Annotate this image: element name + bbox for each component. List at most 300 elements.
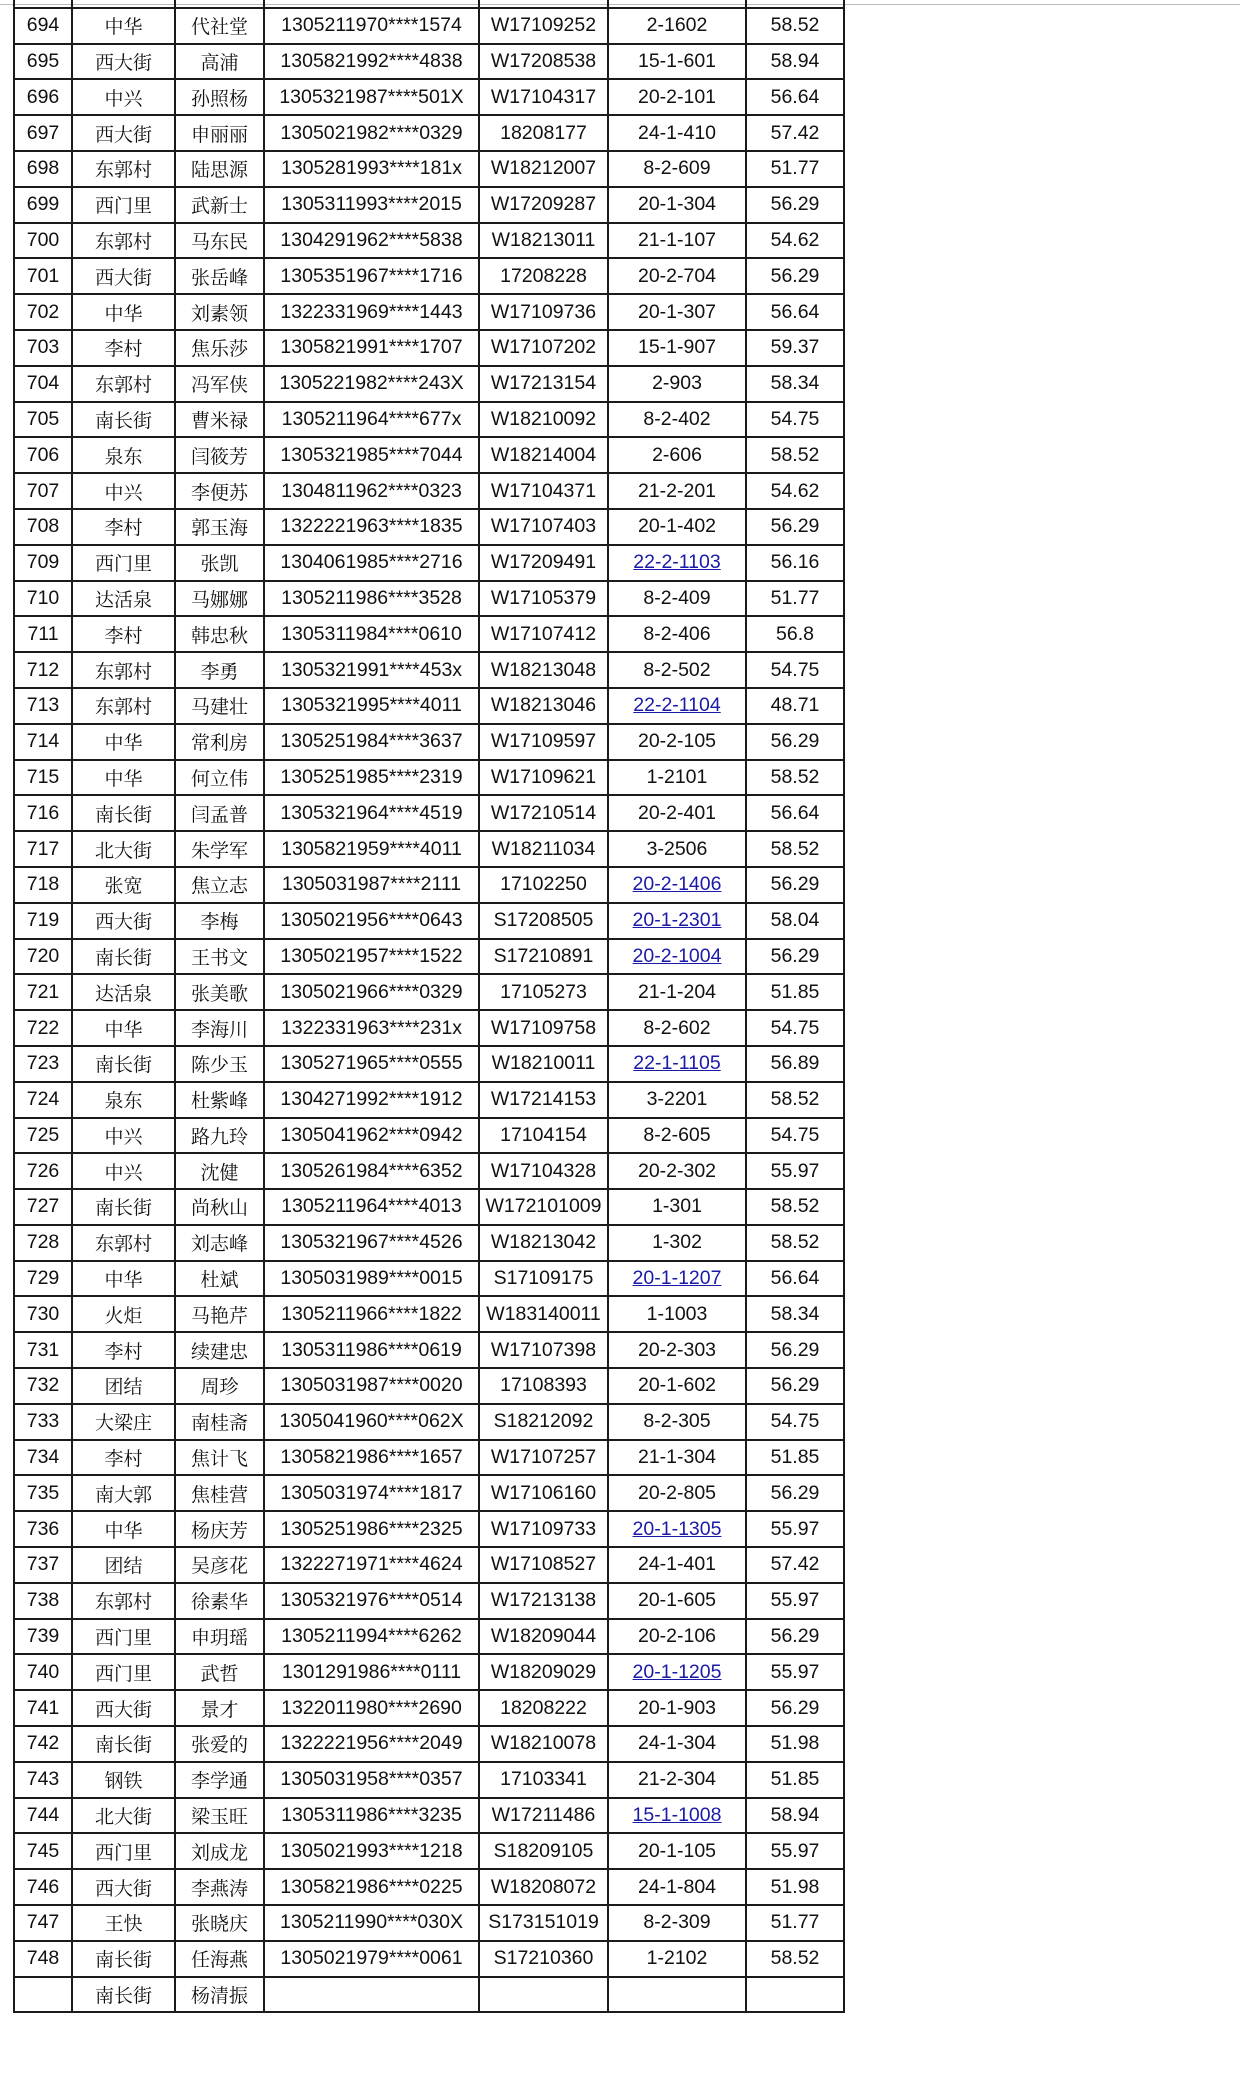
name-cell: 曹米禄	[175, 402, 264, 438]
row-number-cell: 716	[14, 795, 72, 831]
table-row	[14, 151, 844, 187]
row-number-cell: 733	[14, 1404, 72, 1440]
id-number-cell: 1305821991****1707	[264, 330, 479, 366]
room-cell: 3-2506	[608, 831, 746, 867]
room-link[interactable]: 22-2-1104	[633, 694, 721, 717]
name-cell: 韩忠秋	[175, 616, 264, 652]
community-cell: 达活泉	[72, 974, 175, 1010]
community-cell: 西大街	[72, 44, 175, 80]
id-number-cell: 1304061985****2716	[264, 545, 479, 581]
table-row	[14, 1762, 844, 1798]
community-cell: 南长街	[72, 1726, 175, 1762]
code-cell: 17103341	[479, 1762, 608, 1798]
code-cell: 17105273	[479, 974, 608, 1010]
code-cell: 17102250	[479, 867, 608, 903]
code-cell: W17211486	[479, 1798, 608, 1834]
room-cell: 20-2-106	[608, 1619, 746, 1655]
name-cell: 申丽丽	[175, 115, 264, 151]
name-cell: 常利房	[175, 724, 264, 760]
area-size-cell: 48.71	[746, 688, 844, 724]
code-cell: W17213138	[479, 1583, 608, 1619]
row-number-cell: 742	[14, 1726, 72, 1762]
area-size-cell: 56.29	[746, 1475, 844, 1511]
code-cell: 17104154	[479, 1118, 608, 1154]
id-number-cell: 1305211994****6262	[264, 1619, 479, 1655]
row-number-cell: 712	[14, 652, 72, 688]
row-number-cell: 699	[14, 187, 72, 223]
room-cell: 8-2-402	[608, 402, 746, 438]
room-cell	[608, 903, 746, 939]
id-number-cell: 1305321991****453x	[264, 652, 479, 688]
name-cell: 杜紫峰	[175, 1082, 264, 1118]
code-cell: W17109736	[479, 294, 608, 330]
room-cell: 24-1-304	[608, 1726, 746, 1762]
code-cell: W18210092	[479, 402, 608, 438]
name-cell: 杨清振	[175, 1977, 264, 2013]
area-size-cell	[746, 0, 844, 8]
table-row	[14, 760, 844, 796]
row-number-cell: 725	[14, 1118, 72, 1154]
community-cell: 北大街	[72, 1798, 175, 1834]
id-number-cell: 1305031958****0357	[264, 1762, 479, 1798]
id-number-cell: 1305041962****0942	[264, 1118, 479, 1154]
area-size-cell: 54.75	[746, 1404, 844, 1440]
table-row	[14, 1010, 844, 1046]
area-size-cell: 55.97	[746, 1654, 844, 1690]
id-number-cell: 1305211966****1822	[264, 1296, 479, 1332]
name-cell: 陆思源	[175, 151, 264, 187]
table-row	[14, 616, 844, 652]
room-cell	[608, 1977, 746, 2013]
table-row	[14, 223, 844, 259]
room-cell: 20-2-704	[608, 258, 746, 294]
id-number-cell: 1305221982****243X	[264, 366, 479, 402]
room-link[interactable]: 20-2-1406	[632, 873, 722, 896]
code-cell: W17208538	[479, 44, 608, 80]
room-link[interactable]: 20-1-1207	[632, 1267, 722, 1290]
area-size-cell: 51.85	[746, 974, 844, 1010]
id-number-cell: 1305021957****1522	[264, 939, 479, 975]
row-number-cell: 726	[14, 1153, 72, 1189]
area-size-cell: 56.89	[746, 1046, 844, 1082]
row-number-cell: 731	[14, 1332, 72, 1368]
table-row	[14, 1690, 844, 1726]
table-row	[14, 330, 844, 366]
area-size-cell: 58.94	[746, 44, 844, 80]
room-cell: 21-1-204	[608, 974, 746, 1010]
area-size-cell: 56.29	[746, 867, 844, 903]
area-size-cell: 51.98	[746, 1869, 844, 1905]
room-cell: 24-1-804	[608, 1869, 746, 1905]
table-row	[14, 8, 844, 44]
code-cell: W17108527	[479, 1547, 608, 1583]
id-number-cell: 1305211964****677x	[264, 402, 479, 438]
room-link[interactable]: 15-1-1008	[632, 1804, 722, 1827]
name-cell: 梁玉旺	[175, 1798, 264, 1834]
community-cell: 王快	[72, 1905, 175, 1941]
name-cell: 张晓庆	[175, 1905, 264, 1941]
community-cell: 团结	[72, 1368, 175, 1404]
table-row	[14, 545, 844, 581]
room-cell: 20-2-302	[608, 1153, 746, 1189]
name-cell: 吴彦花	[175, 1547, 264, 1583]
table-row	[14, 187, 844, 223]
row-number-cell: 695	[14, 44, 72, 80]
code-cell	[479, 0, 608, 8]
room-link[interactable]: 20-1-2301	[632, 909, 722, 932]
code-cell: W18213042	[479, 1225, 608, 1261]
area-size-cell: 58.04	[746, 903, 844, 939]
name-cell: 李梅	[175, 903, 264, 939]
code-cell: W17214153	[479, 1082, 608, 1118]
code-cell: W18209029	[479, 1654, 608, 1690]
area-size-cell: 55.97	[746, 1833, 844, 1869]
room-cell: 24-1-410	[608, 115, 746, 151]
community-cell: 李村	[72, 616, 175, 652]
code-cell: 17108393	[479, 1368, 608, 1404]
code-cell: W17210514	[479, 795, 608, 831]
code-cell: W17107202	[479, 330, 608, 366]
community-cell: 北大街	[72, 831, 175, 867]
room-cell: 20-1-903	[608, 1690, 746, 1726]
table-row	[14, 903, 844, 939]
name-cell: 马娜娜	[175, 581, 264, 617]
area-size-cell: 56.64	[746, 294, 844, 330]
code-cell: S17109175	[479, 1261, 608, 1297]
name-cell: 尚秋山	[175, 1189, 264, 1225]
table-row	[14, 688, 844, 724]
room-link[interactable]: 20-1-1305	[632, 1517, 722, 1540]
name-cell: 续建忠	[175, 1332, 264, 1368]
id-number-cell: 1322331969****1443	[264, 294, 479, 330]
row-number-cell: 703	[14, 330, 72, 366]
table-row	[14, 1261, 844, 1297]
code-cell	[479, 1977, 608, 2013]
id-number-cell: 1305321987****501X	[264, 79, 479, 115]
name-cell: 刘志峰	[175, 1225, 264, 1261]
table-row	[14, 1619, 844, 1655]
table-row	[14, 258, 844, 294]
area-size-cell: 58.52	[746, 8, 844, 44]
name-cell: 闫筱芳	[175, 437, 264, 473]
code-cell: W17109733	[479, 1511, 608, 1547]
code-cell: W17107403	[479, 509, 608, 545]
room-cell: 20-2-101	[608, 79, 746, 115]
id-number-cell: 1305211986****3528	[264, 581, 479, 617]
area-size-cell: 56.29	[746, 1690, 844, 1726]
room-link[interactable]: 20-2-1004	[632, 944, 722, 967]
room-cell: 20-2-805	[608, 1475, 746, 1511]
community-cell: 西大街	[72, 1690, 175, 1726]
community-cell: 南长街	[72, 939, 175, 975]
name-cell: 陈少玉	[175, 1046, 264, 1082]
table-row	[14, 1225, 844, 1261]
area-size-cell: 58.52	[746, 831, 844, 867]
room-link[interactable]: 20-1-1205	[632, 1660, 722, 1683]
community-cell: 东郭村	[72, 652, 175, 688]
name-cell: 焦乐莎	[175, 330, 264, 366]
code-cell: W18211034	[479, 831, 608, 867]
room-cell: 20-1-402	[608, 509, 746, 545]
code-cell: W17109758	[479, 1010, 608, 1046]
row-number-cell: 732	[14, 1368, 72, 1404]
room-cell: 20-2-105	[608, 724, 746, 760]
code-cell: W17209491	[479, 545, 608, 581]
area-size-cell: 55.97	[746, 1153, 844, 1189]
name-cell: 任海燕	[175, 1941, 264, 1977]
id-number-cell: 1305211970****1574	[264, 8, 479, 44]
table-row	[14, 795, 844, 831]
area-size-cell: 58.52	[746, 1189, 844, 1225]
row-number-cell: 694	[14, 8, 72, 44]
id-number-cell: 1305821986****0225	[264, 1869, 479, 1905]
row-number-cell: 710	[14, 581, 72, 617]
name-cell: 李勇	[175, 652, 264, 688]
area-size-cell: 55.97	[746, 1583, 844, 1619]
area-size-cell: 58.34	[746, 366, 844, 402]
code-cell: W17107412	[479, 616, 608, 652]
name-cell: 杜斌	[175, 1261, 264, 1297]
room-cell: 20-1-602	[608, 1368, 746, 1404]
room-cell: 1-302	[608, 1225, 746, 1261]
row-number-cell: 736	[14, 1511, 72, 1547]
row-number-cell: 727	[14, 1189, 72, 1225]
id-number-cell: 1322221956****2049	[264, 1726, 479, 1762]
room-cell: 8-2-406	[608, 616, 746, 652]
table-row	[14, 1118, 844, 1154]
code-cell: S18212092	[479, 1404, 608, 1440]
name-cell: 朱学军	[175, 831, 264, 867]
table-row	[14, 1332, 844, 1368]
id-number-cell: 1305351967****1716	[264, 258, 479, 294]
table-row	[14, 294, 844, 330]
name-cell: 焦立志	[175, 867, 264, 903]
id-number-cell: 1305271965****0555	[264, 1046, 479, 1082]
id-number-cell: 1305821986****1657	[264, 1440, 479, 1476]
code-cell: W17209287	[479, 187, 608, 223]
room-cell: 1-301	[608, 1189, 746, 1225]
community-cell: 南长街	[72, 1941, 175, 1977]
name-cell: 张岳峰	[175, 258, 264, 294]
id-number-cell: 1322331963****231x	[264, 1010, 479, 1046]
row-number-cell: 724	[14, 1082, 72, 1118]
row-number-cell: 711	[14, 616, 72, 652]
community-cell: 中兴	[72, 1118, 175, 1154]
table-row	[14, 402, 844, 438]
community-cell: 大梁庄	[72, 1404, 175, 1440]
row-number-cell: 739	[14, 1619, 72, 1655]
code-cell: W18212007	[479, 151, 608, 187]
name-cell: 沈健	[175, 1153, 264, 1189]
id-number-cell	[264, 1977, 479, 2013]
code-cell: W18214004	[479, 437, 608, 473]
id-number-cell: 1322271971****4624	[264, 1547, 479, 1583]
room-cell: 8-2-602	[608, 1010, 746, 1046]
code-cell: W17106160	[479, 1475, 608, 1511]
id-number-cell: 1305211964****4013	[264, 1189, 479, 1225]
name-cell: 武哲	[175, 1654, 264, 1690]
name-cell: 南桂斋	[175, 1404, 264, 1440]
code-cell: W18209044	[479, 1619, 608, 1655]
table-row	[14, 1726, 844, 1762]
id-number-cell: 1304271992****1912	[264, 1082, 479, 1118]
community-cell: 西大街	[72, 1869, 175, 1905]
id-number-cell: 1305031987****2111	[264, 867, 479, 903]
code-cell: W18210011	[479, 1046, 608, 1082]
table-body	[14, 0, 844, 2012]
id-number-cell: 1305311984****0610	[264, 616, 479, 652]
community-cell: 中兴	[72, 79, 175, 115]
community-cell: 西门里	[72, 1833, 175, 1869]
community-cell: 中华	[72, 1010, 175, 1046]
room-cell	[608, 1511, 746, 1547]
name-cell: 张美歌	[175, 974, 264, 1010]
name-cell: 徐素华	[175, 1583, 264, 1619]
community-cell: 火炬	[72, 1296, 175, 1332]
row-number-cell: 704	[14, 366, 72, 402]
room-cell: 21-2-201	[608, 473, 746, 509]
room-cell	[608, 1261, 746, 1297]
table-row	[14, 1869, 844, 1905]
row-number-cell: 708	[14, 509, 72, 545]
name-cell: 景才	[175, 1690, 264, 1726]
area-size-cell: 56.64	[746, 79, 844, 115]
room-cell: 2-903	[608, 366, 746, 402]
community-cell: 泉东	[72, 1082, 175, 1118]
area-size-cell: 54.75	[746, 652, 844, 688]
table-row	[14, 1082, 844, 1118]
name-cell: 刘成龙	[175, 1833, 264, 1869]
area-size-cell: 54.75	[746, 402, 844, 438]
community-cell: 中华	[72, 1261, 175, 1297]
row-number-cell: 728	[14, 1225, 72, 1261]
room-cell: 2-1602	[608, 8, 746, 44]
community-cell: 东郭村	[72, 366, 175, 402]
table-row	[14, 1296, 844, 1332]
area-size-cell: 58.34	[746, 1296, 844, 1332]
table-row	[14, 437, 844, 473]
name-cell: 张凯	[175, 545, 264, 581]
area-size-cell: 58.52	[746, 1225, 844, 1261]
table-row	[14, 867, 844, 903]
area-size-cell: 58.52	[746, 1082, 844, 1118]
room-cell	[608, 0, 746, 8]
id-number-cell: 1305311986****0619	[264, 1332, 479, 1368]
area-size-cell: 54.62	[746, 223, 844, 259]
id-number-cell: 1305021993****1218	[264, 1833, 479, 1869]
name-cell: 代社堂	[175, 8, 264, 44]
id-number-cell: 1305281993****181x	[264, 151, 479, 187]
table-row	[14, 1941, 844, 1977]
row-number-cell: 743	[14, 1762, 72, 1798]
id-number-cell: 1305251984****3637	[264, 724, 479, 760]
row-number-cell: 700	[14, 223, 72, 259]
room-cell: 8-2-502	[608, 652, 746, 688]
room-cell: 20-2-401	[608, 795, 746, 831]
row-number-cell: 696	[14, 79, 72, 115]
area-size-cell: 56.29	[746, 939, 844, 975]
community-cell: 李村	[72, 1332, 175, 1368]
community-cell: 中华	[72, 724, 175, 760]
table-row	[14, 0, 844, 8]
area-size-cell: 56.29	[746, 187, 844, 223]
row-number-cell: 741	[14, 1690, 72, 1726]
area-size-cell: 51.85	[746, 1762, 844, 1798]
room-cell: 21-2-304	[608, 1762, 746, 1798]
row-number-cell: 737	[14, 1547, 72, 1583]
area-size-cell: 56.29	[746, 509, 844, 545]
room-link[interactable]: 22-1-1105	[633, 1052, 721, 1075]
room-cell: 15-1-907	[608, 330, 746, 366]
code-cell: W18210078	[479, 1726, 608, 1762]
row-number-cell: 721	[14, 974, 72, 1010]
room-cell: 8-2-409	[608, 581, 746, 617]
id-number-cell: 1305321995****4011	[264, 688, 479, 724]
community-cell: 中华	[72, 294, 175, 330]
row-number-cell: 734	[14, 1440, 72, 1476]
name-cell: 冯军侠	[175, 366, 264, 402]
area-size-cell: 57.42	[746, 1547, 844, 1583]
code-cell: W172101009	[479, 1189, 608, 1225]
room-cell: 1-1003	[608, 1296, 746, 1332]
name-cell: 王书文	[175, 939, 264, 975]
area-size-cell: 56.64	[746, 795, 844, 831]
code-cell: W17109252	[479, 8, 608, 44]
table-row	[14, 1547, 844, 1583]
community-cell: 南长街	[72, 1977, 175, 2013]
area-size-cell: 51.77	[746, 151, 844, 187]
room-cell: 20-2-303	[608, 1332, 746, 1368]
community-cell: 张宽	[72, 867, 175, 903]
table-row	[14, 79, 844, 115]
room-cell: 20-1-304	[608, 187, 746, 223]
area-size-cell: 58.52	[746, 1941, 844, 1977]
room-cell: 21-1-107	[608, 223, 746, 259]
name-cell: 马艳芹	[175, 1296, 264, 1332]
code-cell: W18213046	[479, 688, 608, 724]
community-cell: 西大街	[72, 903, 175, 939]
code-cell: W17107398	[479, 1332, 608, 1368]
table-row	[14, 44, 844, 80]
room-cell: 20-1-105	[608, 1833, 746, 1869]
id-number-cell: 1305021966****0329	[264, 974, 479, 1010]
community-cell	[72, 0, 175, 8]
row-number-cell: 735	[14, 1475, 72, 1511]
community-cell: 团结	[72, 1547, 175, 1583]
room-cell: 1-2101	[608, 760, 746, 796]
community-cell: 东郭村	[72, 688, 175, 724]
row-number-cell: 701	[14, 258, 72, 294]
area-size-cell: 51.77	[746, 581, 844, 617]
community-cell: 东郭村	[72, 1583, 175, 1619]
area-size-cell: 56.29	[746, 1332, 844, 1368]
row-number-cell: 729	[14, 1261, 72, 1297]
area-size-cell: 56.8	[746, 616, 844, 652]
name-cell: 马东民	[175, 223, 264, 259]
community-cell: 泉东	[72, 437, 175, 473]
name-cell: 杨庆芳	[175, 1511, 264, 1547]
table-row	[14, 473, 844, 509]
room-cell	[608, 1046, 746, 1082]
table-row	[14, 1905, 844, 1941]
room-link[interactable]: 22-2-1103	[633, 551, 721, 574]
area-size-cell: 56.29	[746, 1368, 844, 1404]
room-cell: 3-2201	[608, 1082, 746, 1118]
name-cell: 李便苏	[175, 473, 264, 509]
code-cell: W183140011	[479, 1296, 608, 1332]
community-cell: 李村	[72, 1440, 175, 1476]
row-number-cell: 705	[14, 402, 72, 438]
